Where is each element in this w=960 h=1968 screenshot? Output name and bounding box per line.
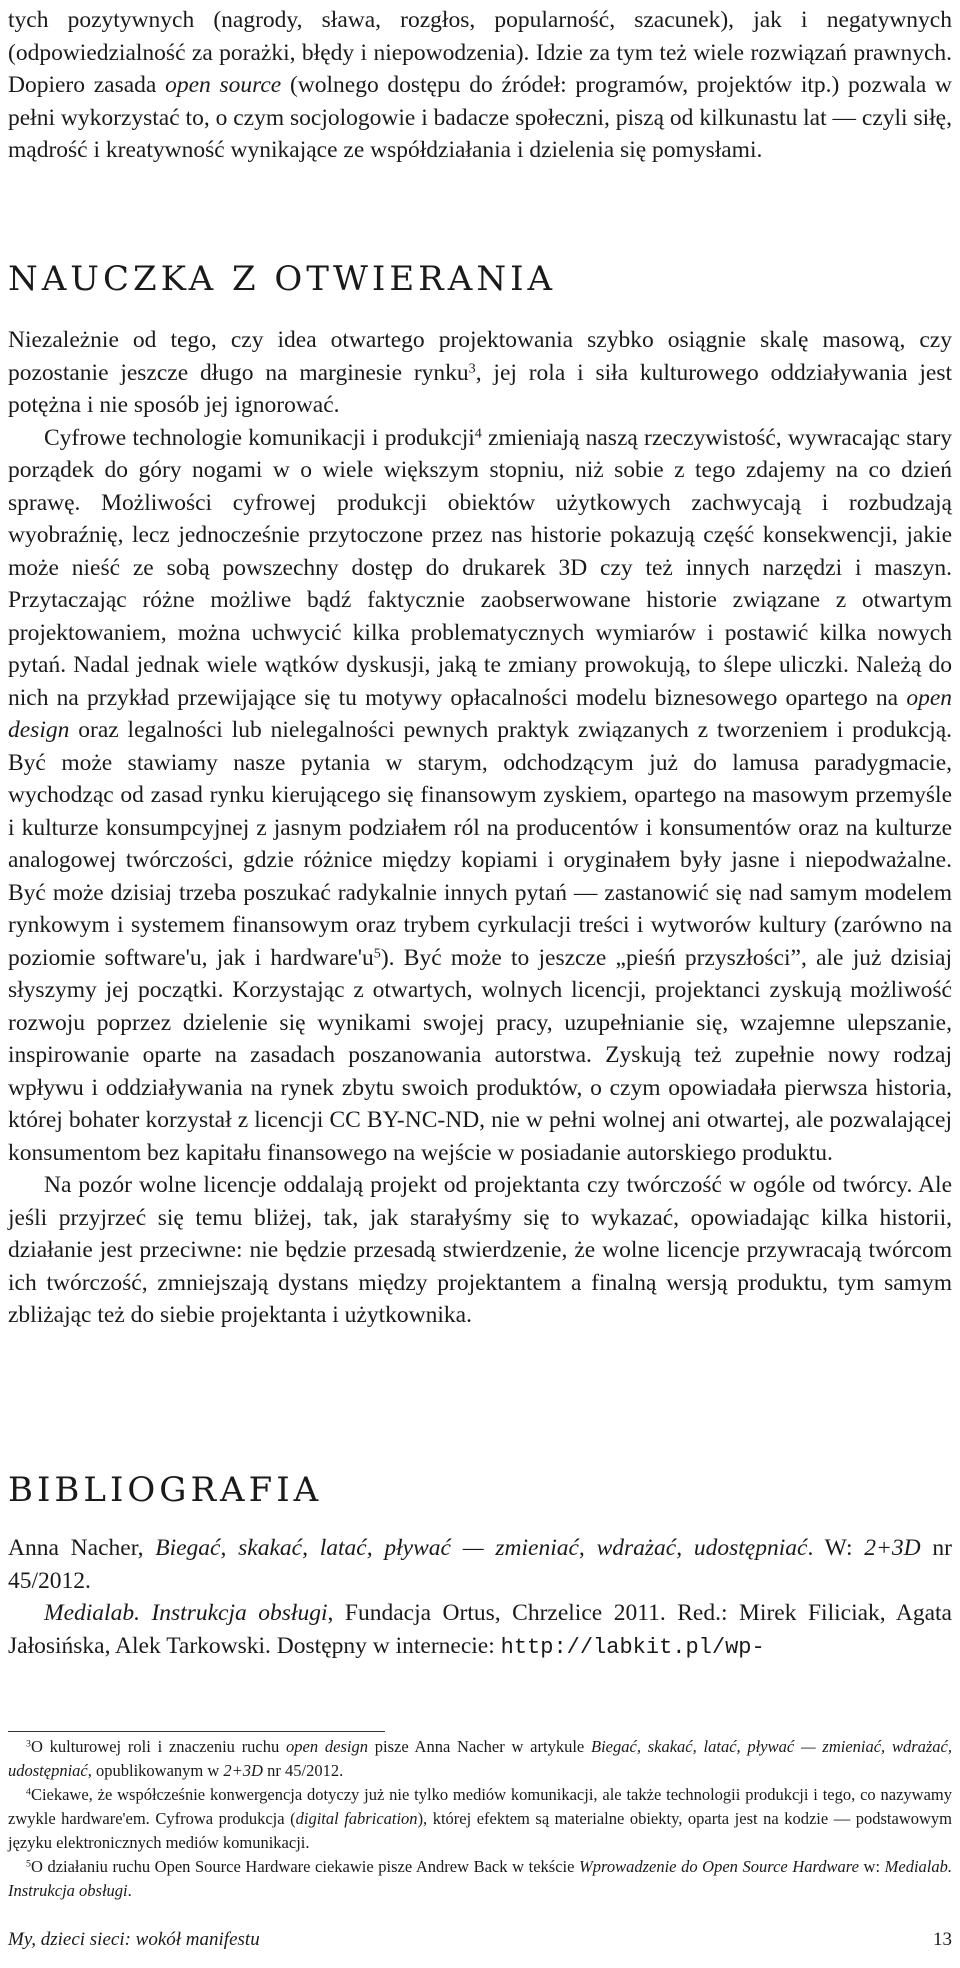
bibliography-heading: BIBLIOGRAFIA: [8, 1470, 323, 1510]
emphasis: Wprowadzenie do Open Source Hardware: [579, 1857, 859, 1876]
text-run: .: [127, 1881, 132, 1900]
text-run: O działaniu ruchu Open Source Hardware ciekawie pisze Andrew Back w tekście: [30, 1857, 580, 1876]
page-footer: [8, 1929, 952, 1959]
text-run: Anna Nacher,: [8, 1535, 156, 1561]
section-nauczka-body: [8, 324, 952, 1332]
footnote-divider: [8, 1731, 385, 1732]
text-run: Cyfrowe technologie komunikacji i produkcji: [44, 424, 475, 451]
text-run: ). Być może to jeszcze „pieśń przyszłości”, ale już dzisiaj słyszymy jej początki. Korzystając z otwartych, wolnych licencji, projektanci zyskują możliwość rozwoju poprzez dzielenie się wynikami swojej pracy, uzupełnianie się, wzajemne ulepszanie, inspirowanie oparte na zasadach poszanowania autorstwa. Zyskują też zupełnie nowy rodzaj wpływu i oddziaływania na rynek zbytu swoich produktów, o czym opowiadała pierwsza historia, której bohater korzystał z licencji CC BY-NC-ND, nie w pełni wolnej ani otwartej, ale pozwalającej konsumentom bez kapitału finansowego na wejście w posiadanie autorskiego produktu.: [8, 944, 952, 1166]
footnote-number: 4: [26, 1786, 31, 1798]
emphasis: open design: [286, 1737, 368, 1756]
entry-journal: 2+3D: [864, 1535, 921, 1561]
intro-paragraph: [8, 4, 952, 167]
text-run: pisze Anna Nacher w artykule: [367, 1737, 592, 1756]
emphasis-open-design: open design: [8, 684, 952, 743]
text-run: (wolnego dostępu do źródeł: programów, projektów itp.) pozwala w pełni wykorzystać to, o czym socjologowie i badacze społeczni, piszą od kilkunastu lat — czyli siłę, mądrość i kreatywność wynikające ze współdziałania i dzielenia się pomysłami.: [8, 72, 953, 163]
text-run: nr 45/2012.: [262, 1761, 344, 1780]
bibliography-entry: [8, 1597, 952, 1664]
footnote-number: 5: [26, 1858, 31, 1870]
text-run: Niezależnie od tego, czy idea otwartego projektowania szybko osiągnie skalę masową, czy pozostanie jeszcze długo na marginesie rynku: [8, 327, 952, 386]
emphasis: Biegać, skakać, latać, pływać — zmieniać, wdrażać, udostępniać: [8, 1737, 952, 1780]
emphasis: digital fabrication: [295, 1809, 418, 1828]
text-run: zmieniają naszą rzeczywistość, wywracając stary porządek do góry nogami w o wiele większym stopniu, niż sobie z tego zdajemy na co dzień sprawę. Możliwości cyfrowej produkcji obiektów użytkowych zachwycają i rozbudzają wyobraźnię, lecz jednocześnie przytoczone przez nas historie pokazują część konsekwencji, jakie może nieść ze sobą powszechny dostęp do drukarek 3D czy też innych narzędzi i maszyn. Przytaczając różne możliwe bądź faktycznie zaobserwowane historie związane z otwartym projektowaniem, można uchwycić kilka problematycznych wymiarów i postawić kilka nowych pytań. Nadal jednak wiele wątków dyskusji, jaką te zmiany prowokują, to ślepe uliczki. Należą do nich na przykład przewijające się tu motywy opłacalności modelu biznesowego opartego na: [8, 424, 952, 711]
section-nauczka: [8, 259, 952, 299]
page-number: 13: [933, 1929, 952, 1950]
footnote-4: [8, 1783, 952, 1855]
text-run: Ciekawe, że współcześnie konwergencja dotyczy już nie tylko mediów komunikacji, ale także technologii produkcji i tego, co nazywamy zwykle hardware'em. Cyfrowa produkcja (: [8, 1785, 952, 1828]
text-run: w:: [858, 1857, 885, 1876]
intro-paragraph-block: [8, 4, 952, 167]
footnote-ref-4[interactable]: 4: [474, 424, 482, 441]
text-run: tych pozytywnych (nagrody, sława, rozgłos, popularność, szacunek), jak i negatywnych (odpowiedzialność za porażki, błędy i niepowodzenia). Idzie za tym też wiele rozwiązań prawnych. Dopiero zasada: [8, 7, 952, 98]
text-run: nr 45/2012.: [8, 1535, 952, 1594]
bibliography-list: [8, 1532, 952, 1664]
entry-title: Biegać, skakać, latać, pływać — zmieniać, wdrażać, udostępniać: [155, 1535, 808, 1561]
text-run: ), której efektem są materialne obiekty, oparta jest na kodzie — podstawowym języku elektronicznych mediów komunikacji.: [8, 1809, 952, 1852]
paragraph-3: Na pozór wolne licencje oddalają projekt od projektanta czy twórczość w ogóle od twórcy. Ale jeśli przyjrzeć się temu bliżej, tak, jak starałyśmy się to wykazać, opowiadając kilka historii, działanie jest przeciwne: nie będzie przesadą stwierdzenie, że wolne licencje przywracają twórcom ich twórczość, zmniejszają dystans między projektantem a finalną wersją produktu, tym samym zbliżając też do siebie projektanta i użytkownika.: [8, 1172, 952, 1328]
text-run: O kulturowej roli i znaczeniu ruchu: [30, 1737, 287, 1756]
footnote-5: [8, 1855, 952, 1903]
bibliography-link[interactable]: http://labkit.pl/wp-: [500, 1634, 765, 1660]
emphasis-open-source: open source: [165, 72, 282, 98]
paragraph-2: [8, 422, 952, 1170]
paragraph-1: [8, 324, 952, 422]
emphasis: 2+3D: [223, 1761, 263, 1780]
footnote-number: 3: [26, 1738, 31, 1750]
bibliography-entry: [8, 1532, 952, 1597]
text-run: . W:: [807, 1535, 865, 1561]
text-run: , Fundacja Ortus, Chrzelice 2011. Red.: Mirek Filiciak, Agata Jałosińska, Alek Tarkowski. Dostępny w internecie:: [8, 1600, 952, 1659]
text-run: oraz legalności lub nielegalności pewnych praktyk związanych z tworzeniem i produkcją. Być może stawiamy nasze pytania w starym, odchodzącym już do lamusa paradygmacie, wychodząc od zasad rynku kierującego się finansowym zyskiem, opartego na masowym przemyśle i kulturze konsumpcyjnej z jasnym podziałem ról na producentów i konsumentów oraz na kulturze analogowej twórczości, gdzie różnice między kopiami i oryginałem były jasne i niepodważalne. Być może dzisiaj trzeba poszukać radykalnie innych pytań — zastanowić się nad samym modelem rynkowym i systemem finansowym oraz trybem cyrkulacji treści i wytworów kultury (zarówno na poziomie software'u, jak i hardware'u: [8, 717, 952, 971]
footnotes: [8, 1735, 952, 1903]
running-title: My, dzieci sieci: wokół manifestu: [8, 1929, 260, 1950]
section-heading: NAUCZKA Z OTWIERANIA: [8, 259, 557, 299]
footnote-ref-3[interactable]: 3: [468, 359, 476, 376]
emphasis: Medialab. Instrukcja obsługi: [8, 1857, 952, 1900]
entry-title: Medialab. Instrukcja obsługi: [44, 1600, 328, 1626]
text-run: , jej rola i siła kulturowego oddziaływania jest potężna i nie sposób jej ignorować.: [8, 359, 953, 418]
footnote-ref-5[interactable]: 5: [373, 944, 381, 961]
section-bibliography: [8, 1470, 952, 1510]
footnote-3: [8, 1735, 952, 1783]
text-run: , opublikowanym w: [87, 1761, 224, 1780]
